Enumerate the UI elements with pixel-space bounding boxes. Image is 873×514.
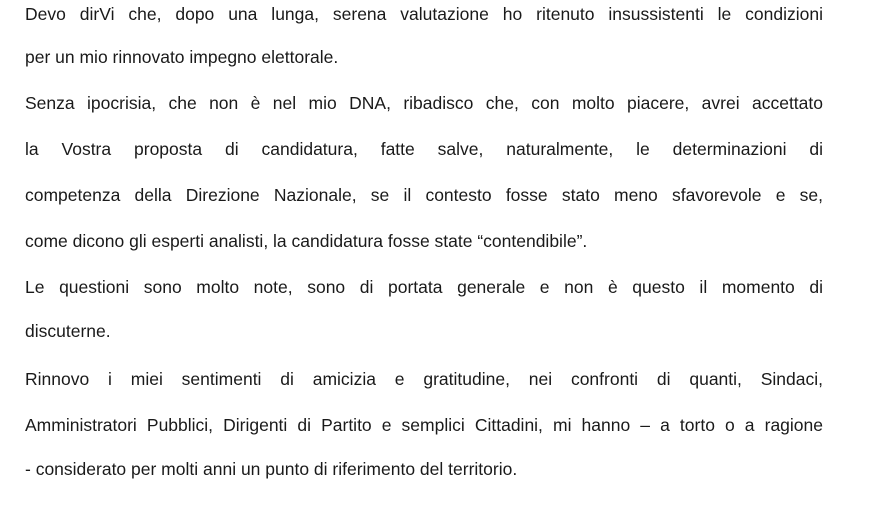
paragraph-2-line-4: come dicono gli esperti analisti, la candidatura fosse state “contendibile”.: [25, 231, 588, 251]
paragraph-2-line-3: competenza della Direzione Nazionale, se il contesto fosse stato meno sfavorevole e se,: [25, 185, 823, 205]
paragraph-2-line-2: la Vostra proposta di candidatura, fatte salve, naturalmente, le determinazioni di: [25, 139, 823, 159]
paragraph-1-line-2: per un mio rinnovato impegno elettorale.: [25, 47, 339, 67]
paragraph-2-line-1: Senza ipocrisia, che non è nel mio DNA, ribadisco che, con molto piacere, avrei accettato: [25, 93, 823, 113]
paragraph-4-line-2: Amministratori Pubblici, Dirigenti di Partito e semplici Cittadini, mi hanno – a torto o a ragione: [25, 415, 823, 435]
paragraph-4-line-1: Rinnovo i miei sentimenti di amicizia e gratitudine, nei confronti di quanti, Sindaci,: [25, 369, 823, 389]
paragraph-1-line-1: Devo dirVi che, dopo una lunga, serena valutazione ho ritenuto insussistenti le condizioni: [25, 4, 823, 24]
paragraph-3-line-1: Le questioni sono molto note, sono di portata generale e non è questo il momento di: [25, 277, 823, 297]
paragraph-3-line-2: discuterne.: [25, 321, 111, 341]
paragraph-4-line-3: - considerato per molti anni un punto di riferimento del territorio.: [25, 459, 518, 479]
